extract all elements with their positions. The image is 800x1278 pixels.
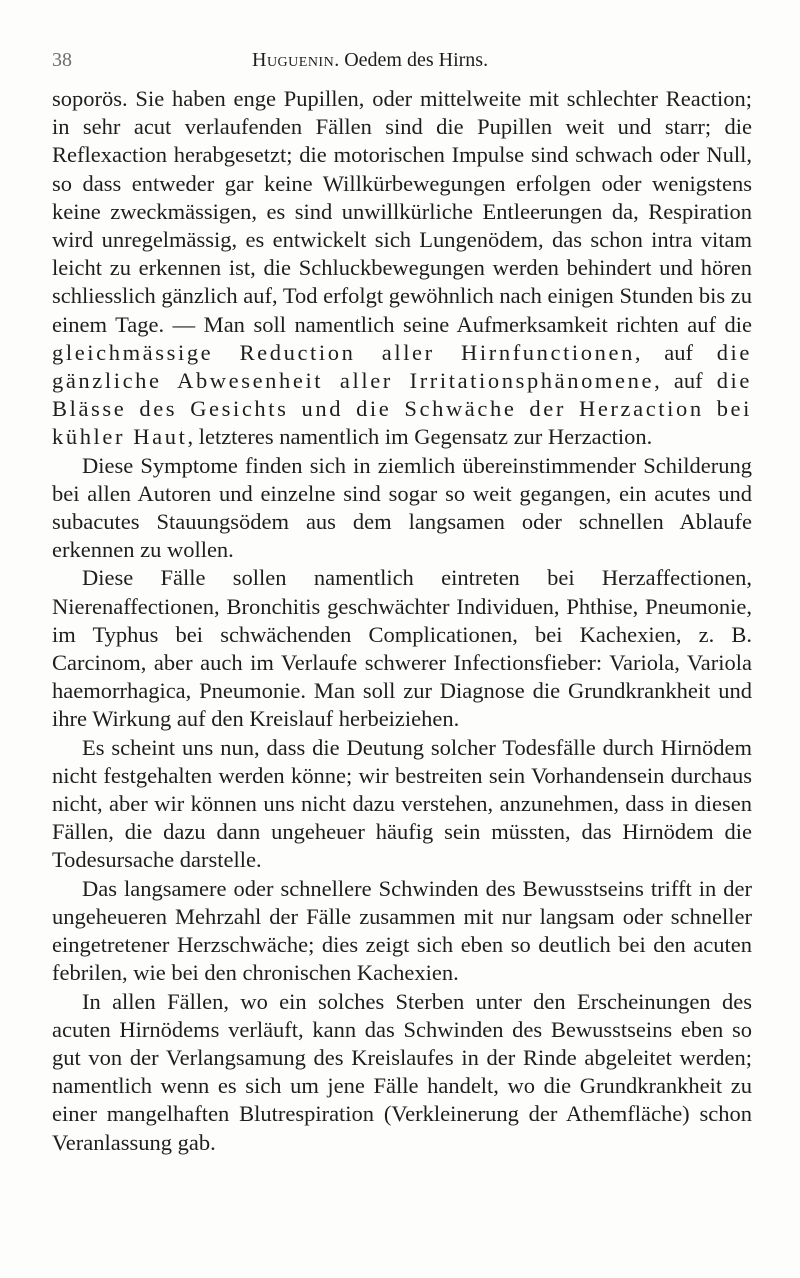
paragraph-text: Diese Fälle sollen namentlich eintreten bei Herzaffectionen, Nierenaffectionen, Bronchitis geschwächter Individuen, Phthise, Pneumonie, im Typhus bei schwächenden Complicationen, bei Kachexien, z. B. Carcinom, aber auch im Verlaufe schwerer Infectionsfieber: Variola, Variola haemorrhagica, Pneumonie. Man soll zur Diagnose die Grundkrankheit und ihre Wirkung auf den Kreislauf herbeiziehen. — [52, 565, 752, 732]
page-number: 38 — [52, 49, 72, 71]
paragraph-text: Es scheint uns nun, dass die Deutung solcher Todesfälle durch Hirnödem nicht festgehalten werden könne; wir bestreiten sein Vorhandensein durchaus nicht, aber wir können uns nicht dazu verstehen, anzunehmen, dass in diesen Fällen, die dazu dann ungeheuer häufig sein müssten, das Hirnödem die Todesursache darstelle. — [52, 734, 752, 873]
paragraph-text: Das langsamere oder schnellere Schwinden des Bewusstseins trifft in der ungeheueren Mehrzahl der Fälle zusammen mit nur langsam oder schneller eingetretener Herzschwäche; dies zeigt sich eben so deutlich bei den acuten febrilen, wie bei den chronischen Kachexien. — [52, 875, 752, 986]
paragraph-text: In allen Fällen, wo ein solches Sterben unter den Erscheinungen des acuten Hirnödems verläuft, kann das Schwinden des Bewusstseins eben so gut von der Verlangsamung des Kreislaufes in der Rinde abgeleitet werden; namentlich wenn es sich um jene Fälle handelt, wo die Grundkrankheit zu einer mangelhaften Blutrespiration (Verkleinerung der Athemfläche) schon Veranlassung gab. — [52, 988, 752, 1155]
emphasized-text: die Blässe des Gesichts und die Schwäche der Herzaction bei kühler Haut — [52, 368, 752, 450]
paragraph — [52, 85, 752, 452]
running-head — [52, 46, 752, 74]
paragraph — [52, 564, 752, 733]
paragraph-text: , auf — [634, 339, 717, 365]
header-author: Huguenin — [252, 49, 335, 71]
paragraph — [52, 734, 752, 875]
paragraph — [52, 452, 752, 565]
paragraph — [52, 988, 752, 1157]
running-title — [252, 46, 488, 74]
emphasized-text: gleichmässige Reduction aller Hirnfunctionen — [52, 339, 635, 365]
body-text — [52, 85, 752, 1157]
paragraph-text: , auf — [654, 368, 717, 394]
paragraph-text: , letzteres namentlich im Gegensatz zur Herzaction. — [187, 424, 653, 450]
header-title-text: . Oedem des Hirns. — [334, 49, 489, 71]
paragraph-text: Diese Symptome finden sich in ziemlich übereinstimmender Schilderung bei allen Autoren und einzelne sind sogar so weit gegangen, ein acutes und subacutes Stauungsödem aus dem langsamen oder schnellen Ablaufe erkennen zu wollen. — [52, 452, 752, 563]
emphasized-text: die gänzliche Abwesenheit aller Irritationsphänomene — [52, 339, 752, 394]
paragraph-text: soporös. Sie haben enge Pupillen, oder mittelweite mit schlechter Reaction; in sehr acut verlaufenden Fällen sind die Pupillen weit und starr; die Reflexaction herabgesetzt; die motorischen Impulse sind schwach oder Null, so dass entweder gar keine Willkürbewegungen erfolgen oder wenigstens keine zweckmässigen, es sind unwillkürliche Entleerungen da, Respiration wird unregelmässig, es entwickelt sich Lungenödem, das schon intra vitam leicht zu erkennen ist, die Schluckbewegungen werden behindert und hören schliesslich gänzlich auf, Tod erfolgt gewöhnlich nach einigen Stunden bis zu einem Tage. — Man soll namentlich seine Aufmerksamkeit richten auf die — [52, 86, 752, 337]
paragraph — [52, 875, 752, 988]
